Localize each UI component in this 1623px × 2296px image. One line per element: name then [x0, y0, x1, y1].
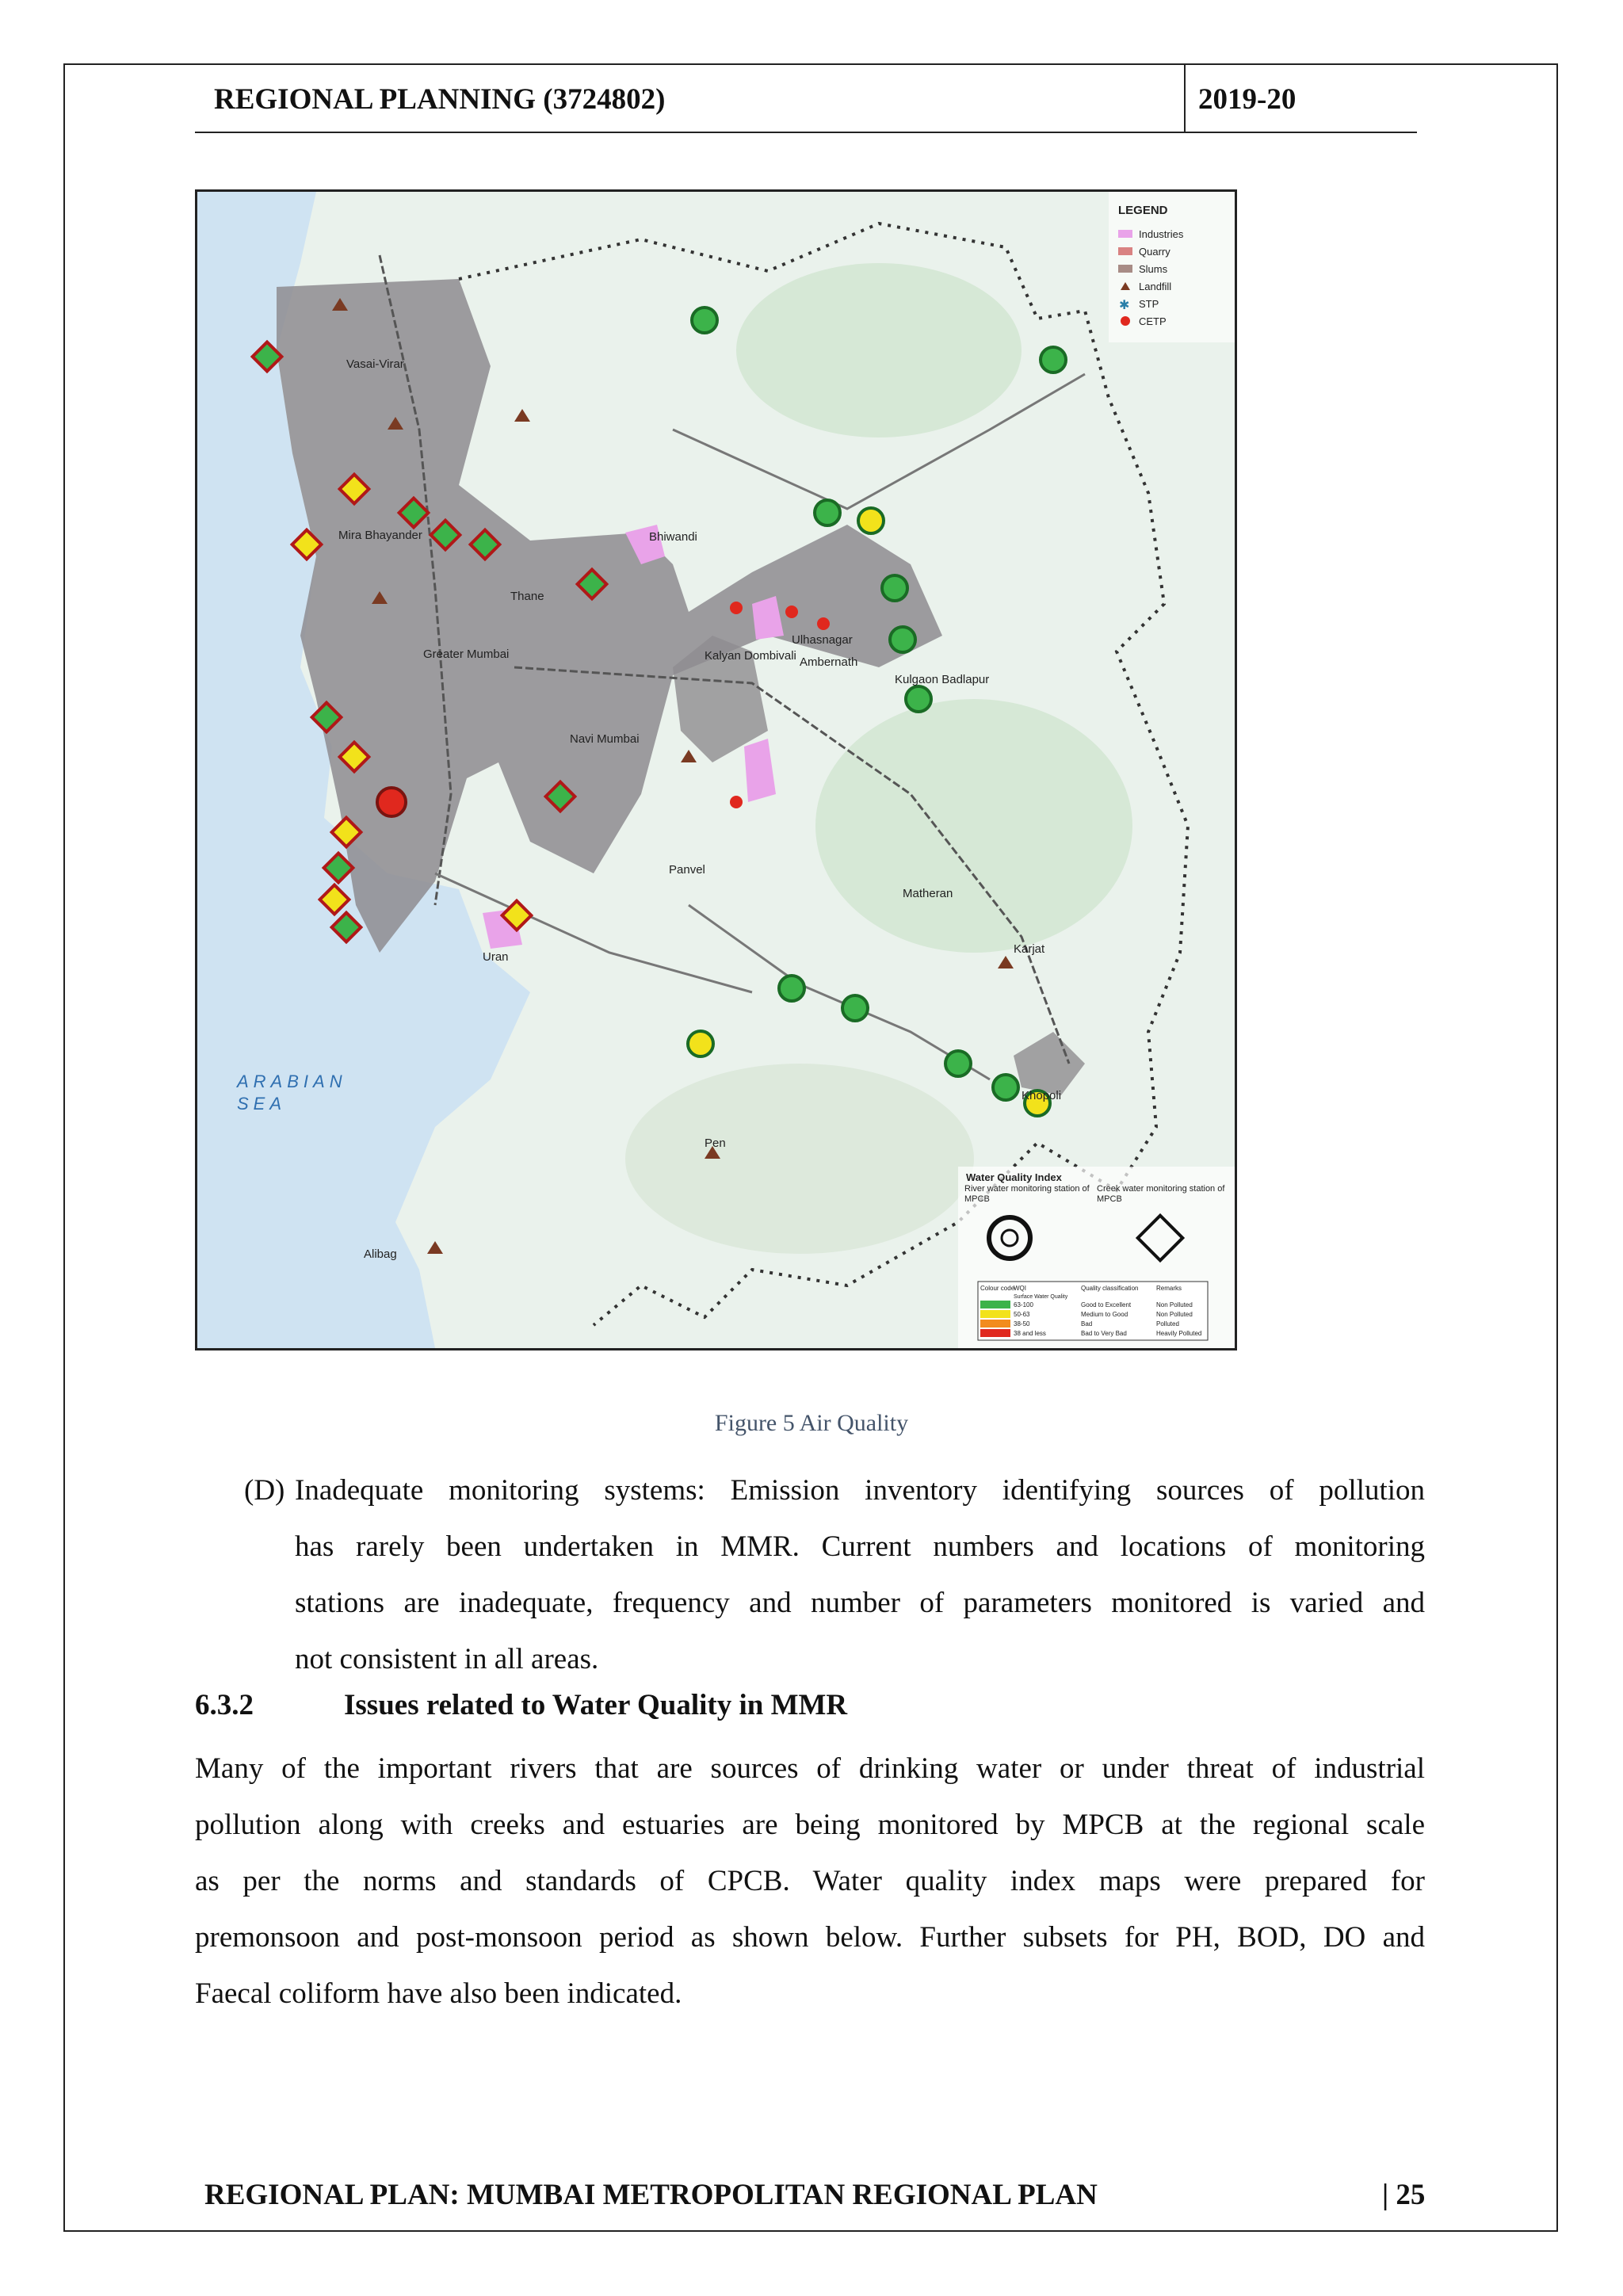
wqi-header: Remarks: [1156, 1285, 1182, 1292]
river-station-marker: [945, 1051, 971, 1076]
legend-label: Slums: [1139, 263, 1168, 275]
place-label: Ambernath: [800, 655, 858, 669]
cetp-icon: [730, 602, 743, 614]
place-label: Kulgaon Badlapur: [895, 673, 990, 686]
body-paragraph: [195, 1740, 1425, 2022]
cetp-icon: [817, 617, 830, 630]
place-label: Navi Mumbai: [570, 732, 640, 746]
text-line: has rarely been undertaken in MMR. Current numbers and locations of monitoring: [295, 1530, 1425, 1563]
header-rule: [195, 132, 1417, 133]
wqi-quality: Bad: [1081, 1320, 1093, 1328]
wqi-quality: Good to Excellent: [1081, 1301, 1132, 1308]
place-label: Greater Mumbai: [423, 648, 510, 661]
text-line: Many of the important rivers that are sources of drinking water or under threat of industrial: [195, 1752, 1425, 1785]
river-station-marker: [692, 308, 717, 333]
place-label: Karjat: [1014, 942, 1045, 956]
item-d-paragraph: [295, 1462, 1425, 1687]
wqi-value: 50-63: [1014, 1311, 1030, 1318]
text-line: pollution along with creeks and estuaries are being monitored by MPCB at the regional scale: [195, 1809, 1425, 1841]
place-label: Thane: [510, 590, 544, 603]
wqi-quality: Bad to Very Bad: [1081, 1330, 1127, 1337]
place-label: Bhiwandi: [649, 530, 697, 544]
place-label: Panvel: [669, 863, 705, 877]
map-legend: [1109, 192, 1235, 342]
river-station-marker: [815, 500, 840, 525]
river-station-marker: [842, 995, 868, 1021]
legend-label: STP: [1139, 298, 1159, 310]
place-label: Pen: [705, 1137, 726, 1150]
text-line: stations are inadequate, frequency and number of parameters monitored is varied and: [295, 1587, 1425, 1619]
section-title: Issues related to Water Quality in MMR: [344, 1689, 848, 1721]
legend-label: CETP: [1139, 315, 1167, 327]
wqi-remarks: Non Polluted: [1156, 1311, 1193, 1318]
river-station-marker: [906, 686, 931, 712]
text-line: Faecal coliform have also been indicated.: [195, 1977, 682, 2010]
place-label: Vasai-Virar: [346, 357, 404, 371]
place-label: Ulhasnagar: [792, 633, 853, 647]
header-year: 2019-20: [1198, 83, 1296, 116]
header-course: REGIONAL PLANNING (3724802): [214, 83, 666, 116]
wqi-value: 63-100: [1014, 1301, 1033, 1308]
cetp-icon: [1121, 316, 1130, 326]
wqi-legend: [958, 1167, 1235, 1348]
wqi-remarks: Non Polluted: [1156, 1301, 1193, 1308]
slums-swatch: [1118, 265, 1132, 273]
river-station-marker: [882, 575, 907, 601]
wqi-value: 38 and less: [1014, 1330, 1046, 1337]
river-station-marker: [993, 1075, 1018, 1100]
forest-patch: [815, 699, 1132, 953]
wqi-swatch: [980, 1320, 1010, 1328]
wqi-swatch: [980, 1301, 1010, 1308]
legend-label: Landfill: [1139, 281, 1172, 292]
river-station-marker: [890, 627, 915, 652]
cetp-icon: [785, 606, 798, 618]
river-station-marker: [858, 508, 884, 533]
sea-label: SEA: [237, 1094, 287, 1114]
river-station-marker: [688, 1031, 713, 1056]
wqi-quality: Medium to Good: [1081, 1311, 1128, 1318]
wqi-river-label: River water monitoring station of MPCB: [964, 1184, 1090, 1204]
wqi-header: Colour code: [980, 1285, 1015, 1292]
header-divider: [1184, 65, 1186, 133]
place-label: Uran: [483, 950, 509, 964]
industries-swatch: [1118, 230, 1132, 238]
text-line: Inadequate monitoring systems: Emission inventory identifying sources of pollution: [295, 1474, 1425, 1507]
map-svg: [197, 192, 1235, 1348]
sea-label: ARABIAN: [237, 1072, 347, 1091]
wqi-creek-label: Creek water monitoring station of MPCB: [1097, 1184, 1225, 1204]
place-label: Mira Bhayander: [338, 529, 422, 542]
river-station-marker: [377, 788, 406, 816]
wqi-river-label-wrap: [964, 1184, 1091, 1213]
wqi-remarks: Heavily Polluted: [1156, 1330, 1202, 1337]
text-line: not consistent in all areas.: [295, 1643, 599, 1675]
place-label: Khopoli: [1022, 1089, 1062, 1102]
forest-patch: [625, 1064, 974, 1254]
page-number: | 25: [1382, 2179, 1426, 2211]
cetp-icon: [730, 796, 743, 808]
place-label: Matheran: [903, 887, 953, 900]
section-number: 6.3.2: [195, 1689, 254, 1721]
river-station-marker: [779, 976, 804, 1001]
quarry-swatch: [1118, 247, 1132, 255]
legend-title: LEGEND: [1118, 204, 1168, 217]
wqi-creek-label-wrap: [1097, 1184, 1232, 1213]
footer-title: REGIONAL PLAN: MUMBAI METROPOLITAN REGIONAL PLAN: [204, 2179, 1098, 2211]
air-quality-map: [195, 189, 1237, 1350]
wqi-title: Water Quality Index: [966, 1171, 1062, 1183]
place-label: Alibag: [364, 1247, 397, 1261]
wqi-header: WQI: [1014, 1285, 1026, 1292]
wqi-swatch: [980, 1329, 1010, 1337]
legend-label: Quarry: [1139, 246, 1170, 258]
legend-label: Industries: [1139, 228, 1184, 240]
forest-patch: [736, 263, 1022, 437]
wqi-swatch: [980, 1310, 1010, 1318]
place-label: Kalyan Dombivali: [705, 649, 796, 663]
wqi-value: 38-50: [1014, 1320, 1030, 1328]
stp-icon: ✱: [1119, 299, 1130, 312]
wqi-subheader: Surface Water Quality: [1014, 1294, 1068, 1300]
wqi-remarks: Polluted: [1156, 1320, 1179, 1328]
text-line: as per the norms and standards of CPCB. Water quality index maps were prepared for: [195, 1865, 1425, 1897]
river-station-marker: [1041, 347, 1066, 372]
wqi-header: Quality classification: [1081, 1285, 1139, 1292]
wqi-table: [978, 1282, 1208, 1340]
list-label: (D): [244, 1474, 285, 1507]
text-line: premonsoon and post-monsoon period as shown below. Further subsets for PH, BOD, DO and: [195, 1921, 1425, 1954]
figure-caption: Figure 5 Air Quality: [714, 1410, 909, 1436]
